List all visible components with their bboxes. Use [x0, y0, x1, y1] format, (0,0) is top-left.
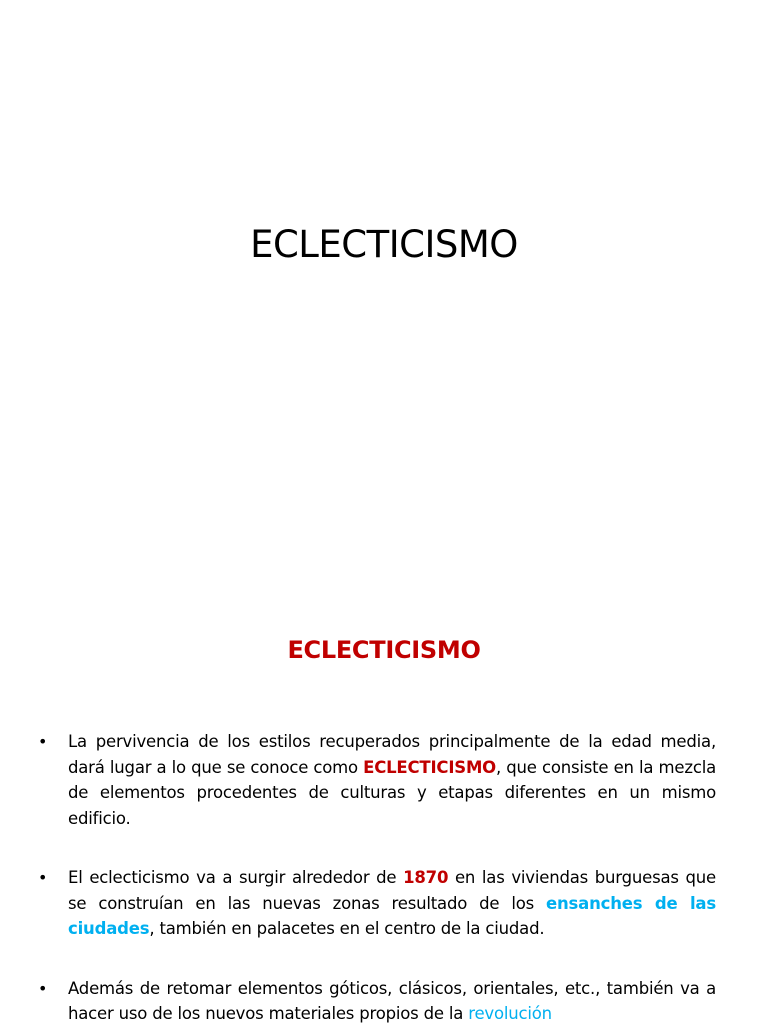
bullet-text: El eclecticismo va a surgir alrededor de [68, 868, 404, 887]
section-title: ECLECTICISMO [287, 636, 481, 664]
bullet-text: , también en palacetes en el centro de la ciudad. [149, 919, 545, 938]
bullet-text: en las viviendas burguesas que se construían en las nuevas zonas resultado de los [68, 868, 716, 913]
bullet-dot-icon: • [38, 978, 48, 998]
bullet-item [0, 729, 768, 831]
highlight-term: revolución [468, 1004, 552, 1023]
highlight-term: ECLECTICISMO [363, 757, 496, 777]
bullet-item [0, 976, 768, 1024]
bullet-item [0, 865, 768, 942]
bullet-dot-icon: • [38, 868, 48, 887]
slide-title: ECLECTICISMO [250, 223, 518, 266]
bullet-list [0, 729, 768, 1024]
highlight-year: 1870 [403, 868, 449, 887]
bullet-text: Además de retomar elementos góticos, clásicos, orientales, etc., también va a hacer uso de los nuevos materiales propios de la [68, 978, 716, 1023]
bullet-text: , que consiste en la mezcla de elementos procedentes de culturas y etapas diferentes en un mismo edificio. [68, 757, 716, 828]
highlight-term: ensanches de las ciudades [68, 893, 716, 938]
bullet-dot-icon: • [38, 732, 48, 751]
bullet-text: La pervivencia de los estilos recuperados principalmente de la edad media, dará lugar a lo que se conoce como [68, 732, 716, 777]
